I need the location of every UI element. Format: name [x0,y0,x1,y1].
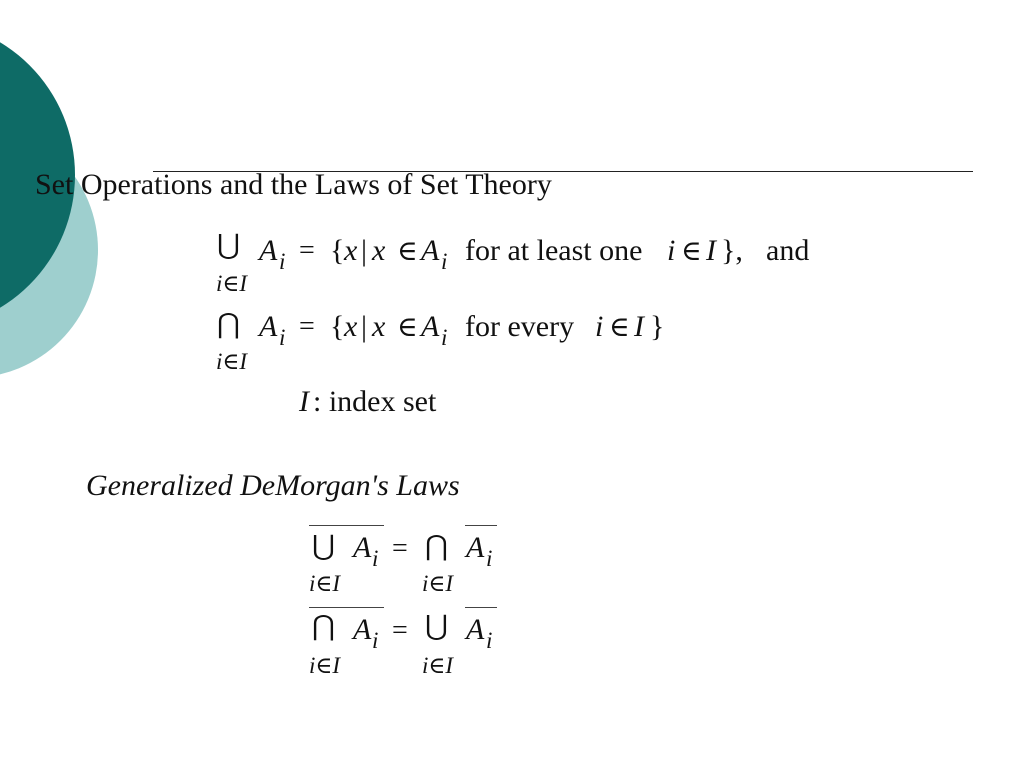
element-of: ∈ [397,312,418,343]
and-word: and [766,234,810,267]
index-set-i: I [706,234,716,267]
var-i: i [595,310,604,343]
index-set-i: I [634,310,644,343]
element-of: ∈ [397,236,418,267]
element-of: ∈ [609,312,630,343]
index-set-i: I [299,385,309,418]
intersection-symbol: ⋂ [312,611,335,642]
index-label: i∈I [309,653,341,678]
index-label: i∈I [422,571,454,596]
equals-sign: = [299,311,315,342]
subscript-i: i [372,628,379,653]
brace-close: } [650,310,665,343]
subscript-i: i [372,546,379,571]
var-x: x [344,310,358,343]
subscript-i: i [441,325,448,350]
complement-bar [465,607,497,608]
subscript-i: i [279,249,286,274]
set-a: A [353,531,372,564]
set-a: A [421,310,440,343]
union-symbol: ⋃ [217,230,240,261]
var-x: x [372,310,386,343]
brace-open: { [330,310,345,343]
subscript-i: i [279,325,286,350]
subscript-i: i [486,628,493,653]
set-a: A [466,613,485,646]
brace-open: { [330,234,345,267]
complement-bar [465,525,497,526]
intersection-symbol: ⋂ [425,531,448,562]
var-x: x [372,234,386,267]
intersection-symbol: ⋂ [217,309,240,340]
set-a: A [421,234,440,267]
set-a: A [353,613,372,646]
bar: | [361,234,368,267]
equals-sign: = [392,533,408,564]
complement-bar [309,607,384,608]
complement-bar [309,525,384,526]
index-label: i∈I [216,271,248,296]
union-symbol: ⋃ [312,531,335,562]
union-symbol: ⋃ [425,611,448,642]
set-a: A [466,531,485,564]
slide-title: Set Operations and the Laws of Set Theory [35,168,552,201]
var-i: i [667,234,676,267]
bar: | [361,310,368,343]
index-label: i∈I [216,349,248,374]
brace-close-comma: }, [721,234,743,267]
decorative-circles [0,0,140,420]
subscript-i: i [441,249,448,274]
set-a: A [259,234,278,267]
subscript-i: i [486,546,493,571]
equals-sign: = [392,615,408,646]
equals-sign: = [299,235,315,266]
var-x: x [344,234,358,267]
union-condition-text: for at least one [465,234,643,267]
index-label: i∈I [422,653,454,678]
index-set-label: : index set [313,385,437,418]
element-of: ∈ [681,236,702,267]
index-label: i∈I [309,571,341,596]
set-a: A [259,310,278,343]
demorgan-heading: Generalized DeMorgan's Laws [86,469,460,502]
intersection-condition-text: for every [465,310,575,343]
